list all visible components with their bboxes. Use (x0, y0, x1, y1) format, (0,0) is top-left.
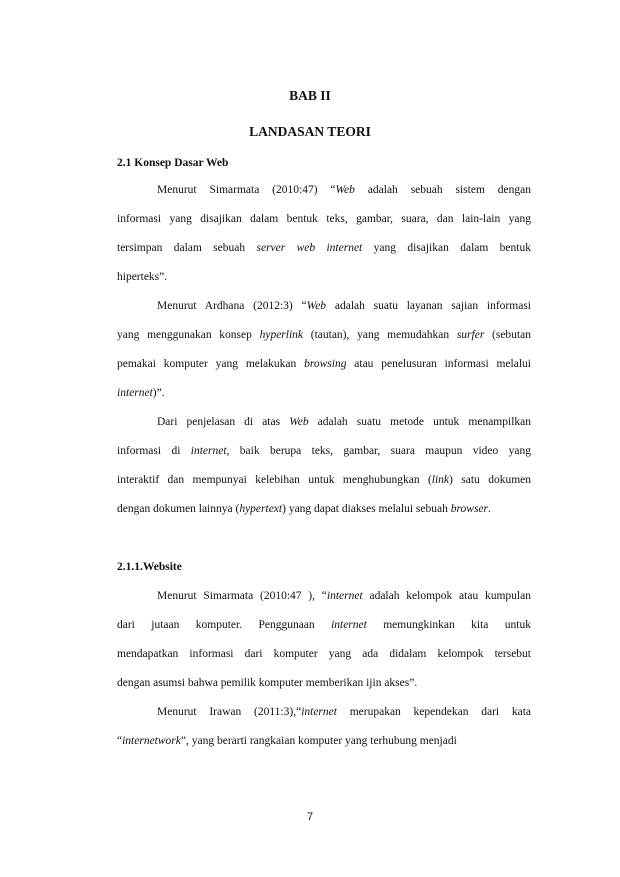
chapter-title: LANDASAN TEORI (249, 124, 371, 139)
italic-term: hyperlink (259, 329, 304, 341)
text-line: tersimpan dalam sebuah server web internet yang disajikan dalam bentuk (117, 242, 531, 254)
italic-term: internet (326, 590, 363, 602)
text-line: Menurut Irawan (2011:3),“internet merupakan kependekan dari kata (157, 706, 531, 718)
italic-term: internetwork (122, 735, 181, 747)
paragraph (117, 589, 531, 705)
text-line: informasi di internet, baik berupa teks, gambar, suara maupun video yang (117, 445, 531, 457)
text-line: pemakai komputer yang melakukan browsing atau penelusuran informasi melalui (117, 358, 531, 370)
paragraph (117, 299, 531, 415)
text-line: Menurut Simarmata (2010:47) “Web adalah sebuah sistem dengan (157, 184, 531, 196)
section-heading: 2.1 Konsep Dasar Web (117, 157, 229, 169)
italic-term: link (431, 474, 450, 486)
subsection-heading: 2.1.1.Website (117, 561, 182, 573)
page-number: 7 (306, 811, 314, 823)
text-line: informasi yang disajikan dalam bentuk teks, gambar, suara, dan lain-lain yang (117, 213, 531, 225)
italic-term: Web (289, 416, 309, 428)
text-line: internet)”. (117, 387, 165, 399)
text-line: “internetwork”, yang berarti rangkaian komputer yang terhubung menjadi (117, 735, 457, 747)
italic-term: internet (301, 706, 337, 718)
text-line: mendapatkan informasi dari komputer yang ada didalam kelompok tersebut (117, 648, 531, 660)
paragraph (117, 183, 531, 299)
text-line: Menurut Simarmata (2010:47 ), “internet adalah kelompok atau kumpulan (157, 590, 531, 602)
italic-term: browser (450, 503, 489, 515)
italic-term: surfer (456, 329, 485, 341)
italic-term: internet (117, 387, 153, 399)
text-line: Menurut Ardhana (2012:3) “Web adalah suatu layanan sajian informasi (157, 300, 531, 312)
text-line: interaktif dan mempunyai kelebihan untuk menghubungkan (link) satu dokumen (117, 474, 531, 486)
paragraph (117, 705, 531, 763)
text-line: dari jutaan komputer. Penggunaan internet memungkinkan kita untuk (117, 619, 531, 631)
italic-term: server web internet (256, 242, 363, 254)
text-line: hiperteks”. (117, 271, 168, 283)
chapter-heading: BAB II (289, 88, 331, 103)
paragraph (117, 415, 531, 531)
italic-term: internet (331, 619, 367, 631)
italic-term: Web (306, 300, 327, 312)
italic-term: browsing (304, 358, 347, 370)
italic-term: internet (190, 445, 227, 457)
italic-term: Web (335, 184, 355, 196)
italic-term: hypertext (239, 503, 283, 515)
text-line: dengan dokumen lainnya (hypertext) yang dapat diakses melalui sebuah browser. (117, 503, 491, 515)
text-line: dengan asumsi bahwa pemilik komputer memberikan ijin akses”. (117, 677, 418, 689)
text-line: yang menggunakan konsep hyperlink (tautan), yang memudahkan surfer (sebutan (117, 329, 531, 341)
text-line: Dari penjelasan di atas Web adalah suatu metode untuk menampilkan (157, 416, 531, 428)
